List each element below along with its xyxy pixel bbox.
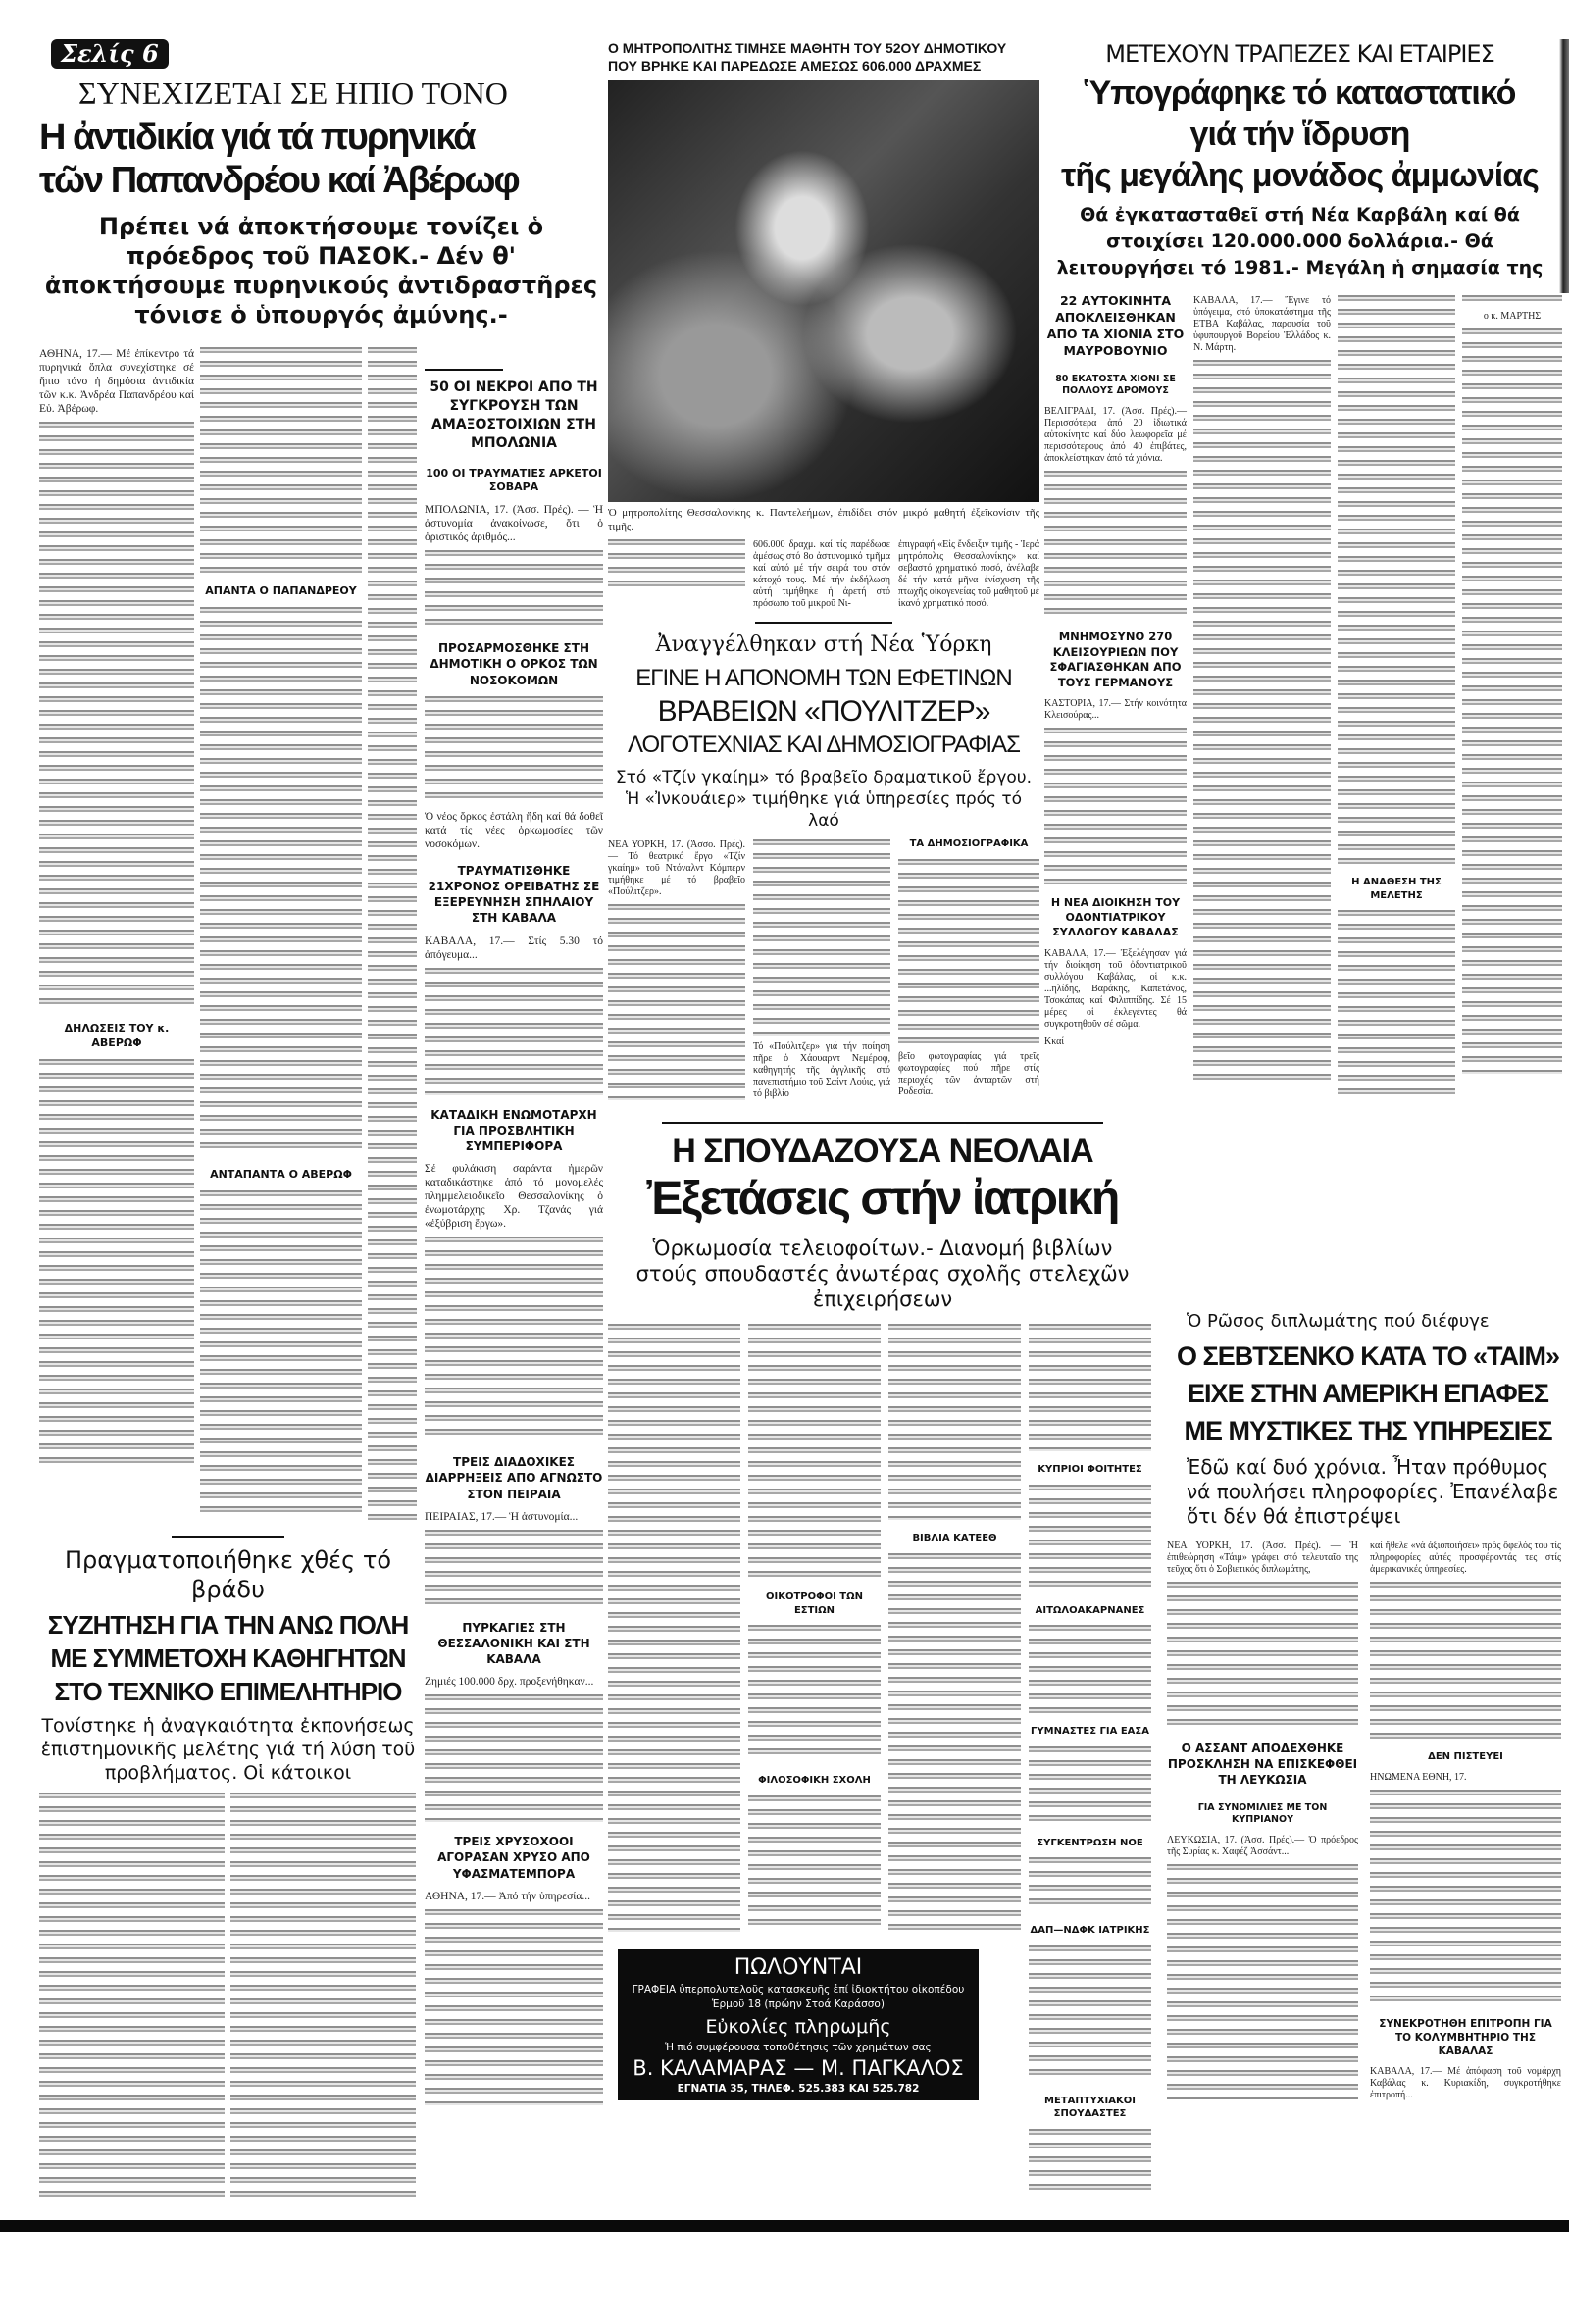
article-text xyxy=(1029,1324,1151,1451)
article-text xyxy=(1029,1945,1151,2083)
ammonia-kicker: ΜΕΤΕΧΟΥΝ ΤΡΑΠΕΖΕΣ ΚΑΙ ΕΤΑΙΡΙΕΣ xyxy=(1105,40,1494,68)
brief-lede: Ὁ νέος ὅρκος ἐστάλη ἤδη καί θά δοθεῖ κατά τίς νέες ὁρκωμοσίες τῶν νοσοκόμων. xyxy=(425,810,603,850)
shevchenko-lede-2: καί ἤθελε «νά ἀξιοποιήσει» πρός ὄφελός του τίς πληροφορίες αὐτές προσφέροντάς τες στίς ἀμερικανικές ὑπηρεσίες. xyxy=(1370,1541,1561,1575)
upper-city-subhead: Τονίστηκε ἡ ἀναγκαιότητα ἐκπονήσεως ἐπιστημονικῆς μελέτης γιά τή λύση τοῦ προβλήματος. Οἱ κάτοικοι xyxy=(40,1715,416,1784)
section-heading: ο κ. ΜΑΡΤΗΣ xyxy=(1483,311,1542,322)
snow-lede: ΒΕΛΙΓΡΑΔΙ, 17. (Ἀσσ. Πρές).— Περισσότερα ἀπό 20 ἰδιωτικά αὐτοκίνητα καί δύο λεωφορεῖα μέ περισσότερους ἀπό 40 ἐπιβάτες, ἀποκλείστηκαν ἀπό τά χιόνια. xyxy=(1044,406,1187,465)
headline-line: τῆς μεγάλης μονάδος ἀμμωνίας xyxy=(1061,157,1539,194)
medical-headline: Ἐξετάσεις στήν ἰατρική xyxy=(646,1173,1119,1225)
medical-subhead: Ὁρκωμοσία τελειοφοίτων.- Διανομή βιβλίων στούς σπουδαστές ἀνωτέρας σχολῆς στελεχῶν ἐπιχειρήσεων xyxy=(635,1237,1130,1311)
dentists-lede: ΚΑΒΑΛΑ, 17.— Ἐξελέγησαν γιά τήν διοίκηση τοῦ ὀδοντιατρικοῦ συλλόγου Καβάλας, οἱ κ.κ. ...ηλίδης, Βαράκης, Καπετάνος, Τσοκάπας καί Φιλιππίδης. Σέ 15 μέρες οἱ ἐκλεγέντες θά συγκροτηθοῦν σέ σῶμα. xyxy=(1044,947,1187,1030)
article-text xyxy=(1462,295,1562,305)
article-text xyxy=(1338,910,1455,1096)
scan-border xyxy=(0,2220,1569,2232)
ad-address: ΕΓΝΑΤΙΑ 35, ΤΗΛΕΦ. 525.383 ΚΑΙ 525.782 xyxy=(677,2082,920,2095)
section-heading: ΜΕΤΑΠΤΥΧΙΑΚΟΙ ΣΠΟΥΔΑΣΤΕΣ xyxy=(1044,2095,1136,2119)
brief-title: 50 ΟΙ ΝΕΚΡΟΙ ΑΠΟ ΤΗ ΣΥΓΚΡΟΥΣΗ ΤΩΝ ΑΜΑΞΟΣΤΟΙΧΙΩΝ ΣΤΗ ΜΠΟΛΩΝΙΑ xyxy=(430,379,598,451)
assad-subtitle: ΓΙΑ ΣΥΝΟΜΙΛΙΕΣ ΜΕ ΤΟΝ ΚΥΠΡΙΑΝΟΥ xyxy=(1197,1801,1328,1826)
left-region xyxy=(39,39,603,2208)
article-text xyxy=(1167,1864,1358,2099)
headline-line: ΒΡΑΒΕΙΩΝ «ΠΟΥΛΙΤΖΕΡ» xyxy=(657,695,990,728)
article-text xyxy=(888,1553,1021,1936)
article-text xyxy=(898,859,1039,1045)
article-text xyxy=(425,1694,603,1822)
section-heading: ΒΙΒΛΙΑ ΚΑΤΕΕΘ xyxy=(912,1533,997,1543)
headline-line: ΣΤΟ ΤΕΧΝΙΚΟ ΕΠΙΜΕΛΗΤΗΡΙΟ xyxy=(54,1677,402,1706)
article-text xyxy=(1044,471,1187,618)
left-kicker: ΣΥΝΕΧΙΖΕΤΑΙ ΣΕ ΗΠΙΟ ΤΟΝΟ xyxy=(78,76,508,111)
ad-advertiser: Β. ΚΑΛΑΜΑΡΑΣ — Μ. ΠΑΓΚΑΛΟΣ xyxy=(633,2055,964,2080)
ad-line: Εὐκολίες πληρωμῆς xyxy=(705,2015,891,2038)
headline-line: ΕΓΙΝΕ Η ΑΠΟΝΟΜΗ ΤΩΝ ΕΦΕΤΙΝΩΝ xyxy=(635,665,1012,691)
headline-line: ΛΟΓΟΤΕΧΝΙΑΣ ΚΑΙ ΔΗΜΟΣΙΟΓΡΑΦΙΑΣ xyxy=(628,732,1020,758)
article-text xyxy=(39,1059,194,1471)
assad-title: Ο ΑΣΣΑΝΤ ΑΠΟΔΕΧΘΗΚΕ ΠΡΟΣΚΛΗΣΗ ΝΑ ΕΠΙΣΚΕΦΘΕΙ ΤΗ ΛΕΥΚΩΣΙΑ xyxy=(1167,1742,1358,1788)
article-text xyxy=(39,1793,225,2204)
section-heading: ΑΙΤΩΛΟΑΚΑΡΝΑΝΕΣ xyxy=(1035,1604,1145,1616)
pulitzer-tail: Τό «Πούλιτζερ» γιά τήν ποίηση πῆρε ὁ Χάουαρντ Νεμέροφ, καθηγητής τῆς ἀγγλικῆς στό πανεπιστήμιο τοῦ Σαίντ Λούις, γιά τό βιβλίο xyxy=(753,1041,890,1099)
article-text xyxy=(1029,2129,1151,2198)
main-lede: ΑΘΗΝΑ, 17.— Μέ ἐπίκεντρο τά πυρηνικά ὅπλα συνεχίστηκε σέ ἤπιο τόνο ἡ δημόσια ἀντιδικία τῶν κ.κ. Ἀνδρέα Παπανδρέου καί Εὐ. Ἀβέρωφ. xyxy=(39,348,194,415)
article-text xyxy=(368,347,417,1524)
ammonia-subhead: Θά ἐγκατασταθεῖ στή Νέα Καρβάλη καί θά στοιχίσει 120.000.000 δολλάρια.- Θά λειτουργήσει τό 1981.- Μεγάλη ἡ σημασία της xyxy=(1056,204,1544,278)
main-headline-line2: τῶν Παπανδρέου καί Ἀβέρωφ xyxy=(39,160,519,201)
brief-title: ΠΡΟΣΑΡΜΟΣΘΗΚΕ ΣΤΗ ΔΗΜΟΤΙΚΗ Ο ΟΡΚΟΣ ΤΩΝ ΝΟΣΟΚΟΜΩΝ xyxy=(430,641,598,687)
brief-lede: ΜΠΟΛΩΝΙΑ, 17. (Ἀσσ. Πρές). — Ἡ ἀστυνομία ἀνακοίνωσε, ὅτι ὁ ὁριστικός ἀριθμός... xyxy=(425,504,603,544)
pool-title: ΣΥΝΕΚΡΟΤΗΘΗ ΕΠΙΤΡΟΠΗ ΓΙΑ ΤΟ ΚΟΛΥΜΒΗΤΗΡΙΟ ΤΗΣ ΚΑΒΑΛΑΣ xyxy=(1379,2017,1552,2057)
article-text xyxy=(425,1237,603,1442)
pulitzer-kicker: Ἀναγγέλθηκαν στή Νέα Ὑόρκη xyxy=(655,632,992,657)
real-estate-ad xyxy=(618,1949,979,2100)
pool-lede: ΚΑΒΑΛΑ, 17.— Μέ ἀπόφαση τοῦ νομάρχη Καβάλας κ. Κυριακίδη, συγκροτήθηκε ἐπιτροπή... xyxy=(1370,2066,1561,2101)
assad-lede: ΛΕΥΚΩΣΙΑ, 17. (Ἀσσ. Πρές).— Ὁ πρόεδρος τῆς Συρίας κ. Χαφέζ Ἀσσάντ... xyxy=(1167,1835,1358,1858)
brief-lede: Σέ φυλάκιση σαράντα ἡμερῶν καταδικάστηκε ἀπό τό μονομελές πλημμελειοδικεῖο Θεσσαλονίκης ὁ ἐνωμοτάρχης Χρ. Τζανάς γιά «ἐξύβριση ἔργω». xyxy=(425,1163,603,1231)
brief-lede: ΠΕΙΡΑΙΑΣ, 17.— Ἡ ἀστυνομία... xyxy=(425,1510,579,1523)
section-heading: ΔΑΠ—ΝΔΦΚ ΙΑΤΡΙΚΗΣ xyxy=(1030,1925,1150,1936)
brief-title: ΠΥΡΚΑΓΙΕΣ ΣΤΗ ΘΕΣΣΑΛΟΝΙΚΗ ΚΑΙ ΣΤΗ ΚΑΒΑΛΑ xyxy=(437,1620,590,1667)
article-text xyxy=(200,1190,362,1514)
headline-line: ΕΙΧΕ ΣΤΗΝ ΑΜΕΡΙΚΗ ΕΠΑΦΕΣ xyxy=(1188,1379,1548,1408)
article-text xyxy=(1167,1582,1358,1729)
ad-line: ΓΡΑΦΕΙΑ ὑπερπολυτελοῦς κατασκευῆς ἐπί ἰδιοκτήτου οἰκοπέδου Ἑρμοῦ 18 (πρώην Στοά Καράσσο) xyxy=(632,1983,965,2010)
shevchenko-subhead: Ἐδῶ καί δυό χρόνια. Ἦταν πρόθυμος νά πουλήσει πληροφορίες. Ἐπανέλαβε ὅτι δέν θά ἐπιστρέψει xyxy=(1187,1455,1559,1528)
article-text xyxy=(1338,295,1455,864)
ad-title: ΠΩΛΟΥΝΤΑΙ xyxy=(734,1954,863,1980)
article-text xyxy=(425,968,603,1095)
ad-line: Ἡ πιό συμφέρουσα τοποθέτησις τῶν χρημάτων σας xyxy=(665,2041,932,2053)
medical-kicker: Η ΣΠΟΥΔΑΖΟΥΣΑ ΝΕΟΛΑΙΑ xyxy=(672,1133,1093,1170)
article-text xyxy=(608,904,745,1100)
metropolitan-body-2: ἐπιγραφή «Εἰς ἔνδειξιν τιμῆς - Ἱερά μητρόπολις Θεσσαλονίκης» καί σεβαστό χρηματικό ποσό, ἀνέλαβε δέ τήν κατά μῆνα ἐνίσχυση τῆς πτωχῆς οἰκογενείας τοῦ μαθητοῦ μέ ἱκανό χρηματικό ποσό. xyxy=(898,539,1039,609)
article-text xyxy=(425,1909,603,2105)
section-heading: ΑΝΤΑΠΑΝΤΑ Ο ΑΒΕΡΩΦ xyxy=(210,1167,352,1181)
not-believe-lede: ΗΝΩΜΕΝΑ ΕΘΝΗ, 17. xyxy=(1370,1771,1467,1783)
page-label: Σελίς 6 xyxy=(51,39,169,69)
article-text xyxy=(1193,360,1331,1086)
dentists-title: Η ΝΕΑ ΔΙΟΙΚΗΣΗ ΤΟΥ ΟΔΟΝΤΙΑΤΡΙΚΟΥ ΣΥΛΛΟΓΟΥ ΚΑΒΑΛΑΣ xyxy=(1050,896,1181,938)
metropolitan-body: 606.000 δραχμ. καί τίς παρέδωσε ἀμέσως στό 8ο ἀστυνομικό τμῆμα καί αὐτό μέ τήν σειρά του στόν κάτοχό τους. Μέ τήν ἐκδήλωση αὐτή τιμήθηκε ἡ ἀρετή στό πρόσωπο τοῦ μικροῦ Νι- xyxy=(753,539,890,609)
main-subhead: Πρέπει νά ἀποκτήσουμε τονίζει ὁ πρόεδρος τοῦ ΠΑΣΟΚ.- Δέν θ' ἀποκτήσουμε πυρηνικούς ἀντιδραστῆρες τόνισε ὁ ὑπουργός ἀμύνης.- xyxy=(44,213,598,328)
upper-city-kicker: Πραγματοποιήθηκε χθές τό βράδυ xyxy=(65,1546,391,1603)
main-headline-line1: Η ἀντιδικία γιά τά πυρηνικά xyxy=(39,117,475,158)
article-text xyxy=(200,347,362,573)
article-text xyxy=(888,1324,1021,1520)
pulitzer-subhead: Στό «Τζίν γκαίημ» τό βραβεῖο δραματικοῦ ἔργου. Ἡ «Ἰνκουάιερ» τιμήθηκε γιά ὑπηρεσίες πρός τό λαό xyxy=(615,768,1033,831)
not-believe-title: ΔΕΝ ΠΙΣΤΕΥΕΙ xyxy=(1428,1751,1503,1762)
shevchenko-lede: ΝΕΑ ΥΟΡΚΗ, 17. (Ἀσσ. Πρές). — Ἡ ἐπιθεώρηση «Τάιμ» γράφει στό τελευταῖο της τεῦχος ὅτι ὁ Σοβιετικός διπλωμάτης, xyxy=(1167,1541,1358,1575)
section-heading: ΤΑ ΔΗΜΟΣΙΟΓΡΑΦΙΚΑ xyxy=(909,838,1029,849)
headline-line: γιά τήν ἵδρυση xyxy=(1189,116,1410,153)
section-heading: ΔΗΛΩΣΕΙΣ ΤΟΥ κ. ΑΒΕΡΩΦ xyxy=(64,1022,170,1049)
article-text xyxy=(425,1530,603,1608)
ammonia-headline xyxy=(1044,73,1555,196)
article-text xyxy=(608,539,745,593)
headline-line: ΣΥΖΗΤΗΣΗ ΓΙΑ ΤΗΝ ΑΝΩ ΠΟΛΗ xyxy=(47,1610,409,1640)
article-text xyxy=(748,1324,881,1579)
middle-column xyxy=(608,39,1039,1104)
metropolitan-headline xyxy=(608,39,1039,75)
article-text xyxy=(608,1324,740,1932)
page-edge xyxy=(1559,39,1569,293)
ammonia-header xyxy=(1044,39,1569,293)
article-text xyxy=(200,607,362,1156)
section-heading: ΚΥΠΡΙΟΙ ΦΟΙΤΗΤΕΣ xyxy=(1038,1464,1142,1475)
article-text xyxy=(1029,1857,1151,1912)
briefs-column xyxy=(425,369,603,2109)
photo-caption: Ὁ μητροπολίτης Θεσσαλονίκης κ. Παντελεήμων, ἐπιδίδει στόν μικρό μαθητή ἐξεῖκονίσιν τῆς τιμῆς. xyxy=(608,507,1039,532)
article-text xyxy=(1029,1485,1151,1592)
snow-title: 22 ΑΥΤΟΚΙΝΗΤΑ ΑΠΟΚΛΕΙΣΘΗΚΑΝ ΑΠΟ ΤΑ ΧΙΟΝΙΑ ΣΤΟ ΜΑΥΡΟΒΟΥΝΙΟ xyxy=(1046,293,1185,358)
brief-title: ΚΑΤΑΔΙΚΗ ΕΝΩΜΟΤΑΡΧΗ ΓΙΑ ΠΡΟΣΒΛΗΤΙΚΗ ΣΥΜΠΕΡΙΦΟΡΑ xyxy=(430,1107,597,1153)
headline-line: Ο ΜΗΤΡΟΠΟΛΙΤΗΣ ΤΙΜΗΣΕ ΜΑΘΗΤΗ ΤΟΥ 52ΟΥ ΔΗΜΟΤΙΚΟΥ xyxy=(608,40,1007,56)
article-text xyxy=(425,550,603,629)
brief-lede: Ζημιές 100.000 δρχ. προξενήθηκαν... xyxy=(425,1676,594,1689)
article-text xyxy=(1370,1582,1561,1739)
dentists-signature: Κκαί xyxy=(1044,1036,1065,1047)
article-text xyxy=(1029,1625,1151,1713)
section-heading: ΦΙΛΟΣΟΦΙΚΗ ΣΧΟΛΗ xyxy=(758,1775,871,1786)
shevchenko-column xyxy=(1167,1310,1569,2105)
brief-lede: ΚΑΒΑΛΑ, 17.— Στίς 5.30 τό ἀπόγευμα... xyxy=(425,935,603,961)
right-region xyxy=(608,39,1569,2208)
article-text xyxy=(1462,328,1562,1074)
article-text xyxy=(753,839,890,1036)
medical-column xyxy=(608,1114,1157,2201)
article-text xyxy=(1370,1790,1561,2005)
brief-title: ΤΡΕΙΣ ΔΙΑΔΟΧΙΚΕΣ ΔΙΑΡΡΗΞΕΙΣ ΑΠΟ ΑΓΝΩΣΤΟ ΣΤΟΝ ΠΕΙΡΑΙΑ xyxy=(425,1455,603,1501)
article-text xyxy=(748,1795,881,1933)
ammonia-lede: ΚΑΒΑΛΑ, 17.— Ἔγινε τό ὑπόγειμα, στό ὑποκατάστημα τῆς ΕΤΒΑ Καβάλας, παρουσία τοῦ ὑφυπουργοῦ Βορείου Ἑλλάδος κ. Ν. Μάρτη. xyxy=(1193,295,1331,353)
article-text xyxy=(425,696,603,804)
memorial-title: ΜΝΗΜΟΣΥΝΟ 270 ΚΛΕΙΣΟΥΡΙΕΩΝ ΠΟΥ ΣΦΑΓΙΑΣΘΗΚΑΝ ΑΠΟ ΤΟΥΣ ΓΕΡΜΑΝΟΥΣ xyxy=(1049,630,1182,689)
ammonia-column xyxy=(1044,39,1569,1100)
article-text xyxy=(1029,1746,1151,1825)
memorial-lede: ΚΑΣΤΟΡΙΑ, 17.— Στήν κοινότητα Κλεισούρας... xyxy=(1044,698,1187,722)
article-text xyxy=(1044,728,1187,884)
section-heading: ΑΠΑΝΤΑ Ο ΠΑΠΑΝΔΡΕΟΥ xyxy=(205,584,357,597)
left-columns xyxy=(39,345,417,2208)
brief-subtitle: 100 ΟΙ ΤΡΑΥΜΑΤΙΕΣ ΑΡΚΕΤΟΙ ΣΟΒΑΡΑ xyxy=(426,466,602,494)
upper-city-headline xyxy=(39,1608,417,1708)
headline-line: Ο ΣΕΒΤΣΕΝΚΟ ΚΑΤΑ ΤΟ «ΤΑΙΜ» xyxy=(1177,1341,1559,1371)
shevchenko-headline xyxy=(1167,1338,1569,1449)
headline-line: ΜΕ ΜΥΣΤΙΚΕΣ ΤΗΣ ΥΠΗΡΕΣΙΕΣ xyxy=(1184,1416,1552,1445)
article-text xyxy=(748,1625,881,1762)
metropolitan-photo xyxy=(608,80,1039,502)
section-heading: ΣΥΓΚΕΝΤΡΩΣΗ ΝΟΕ xyxy=(1037,1837,1143,1848)
shevchenko-kicker: Ὁ Ρῶσος διπλωμάτης πού διέφυγε xyxy=(1187,1311,1490,1332)
pulitzer-headline xyxy=(608,663,1039,761)
article-text xyxy=(39,422,194,1010)
brief-title: ΤΡΑΥΜΑΤΙΣΘΗΚΕ 21ΧΡΟΝΟΣ ΟΡΕΙΒΑΤΗΣ ΣΕ ΕΞΕΡΕΥΝΗΣΗ ΣΠΗΛΑΙΟΥ ΣΤΗ ΚΑΒΑΛΑ xyxy=(428,863,600,926)
snow-subtitle: 80 ΕΚΑΤΟΣΤΑ ΧΙΟΝΙ ΣΕ ΠΟΛΛΟΥΣ ΔΡΟΜΟΥΣ xyxy=(1055,373,1176,397)
section-heading: Η ΑΝΑΘΕΣΗ ΤΗΣ ΜΕΛΕΤΗΣ xyxy=(1351,877,1442,901)
article-text xyxy=(230,1793,416,2204)
brief-lede: ΑΘΗΝΑ, 17.— Ἀπό τήν ὑπηρεσία... xyxy=(425,1890,591,1902)
pulitzer-lede: ΝΕΑ ΥΟΡΚΗ, 17. (Ἀσσο. Πρές).— Τό θεατρικό ἔργο «Τζίν γκαίημ» τοῦ Ντόναλντ Κόμπερν τιμήθηκε μέ τό βραβεῖο «Πούλιτζερ». xyxy=(608,839,745,897)
headline-line: ΠΟΥ ΒΡΗΚΕ ΚΑΙ ΠΑΡΕΔΩΣΕ ΑΜΕΣΩΣ 606.000 ΔΡΑΧΜΕΣ xyxy=(608,58,982,74)
brief-title: ΤΡΕΙΣ ΧΡΥΣΟΧΟΟΙ ΑΓΟΡΑΣΑΝ ΧΡΥΣΟ ΑΠΟ ΥΦΑΣΜΑΤΕΜΠΟΡΑ xyxy=(437,1835,590,1881)
headline-line: ΜΕ ΣΥΜΜΕΤΟΧΗ ΚΑΘΗΓΗΤΩΝ xyxy=(50,1643,406,1673)
headline-line: Ὑπογράφηκε τό καταστατικό xyxy=(1084,75,1516,112)
pulitzer-tail-2: βεῖο φωτογραφίας γιά τρεῖς φωτογραφίες πού πῆρε στίς περιοχές τῶν ἀνταρτῶν στή Ροδεσία. xyxy=(898,1050,1039,1097)
section-heading: ΟΙΚΟΤΡΟΦΟΙ ΤΩΝ ΕΣΤΙΩΝ xyxy=(765,1591,864,1616)
section-heading: ΓΥΜΝΑΣΤΕΣ ΓΙΑ ΕΑΣΑ xyxy=(1031,1726,1149,1737)
